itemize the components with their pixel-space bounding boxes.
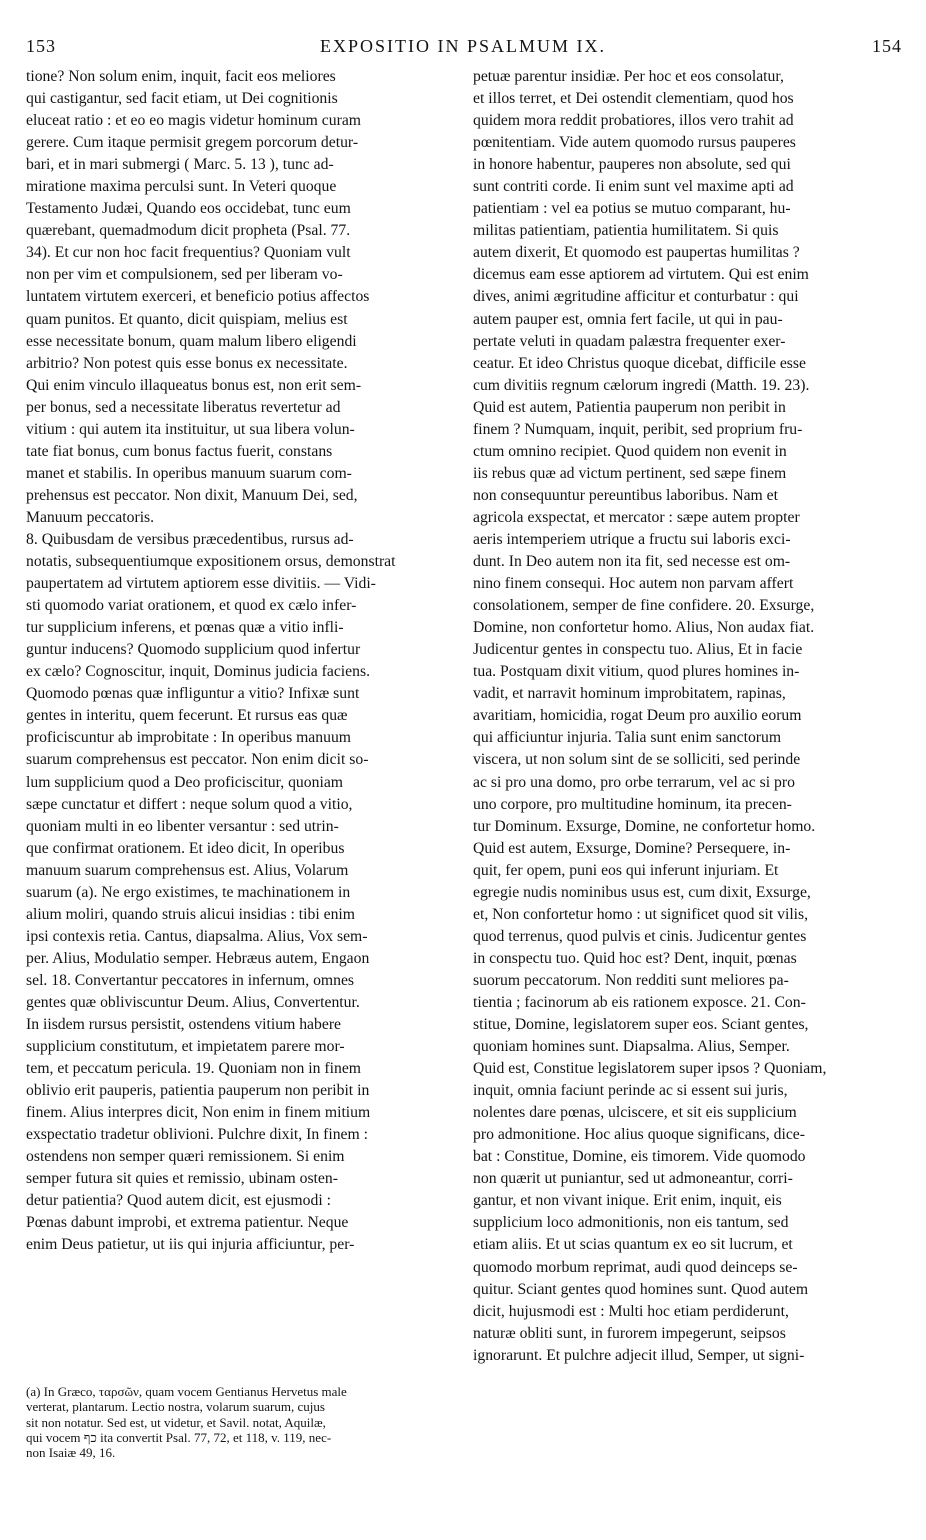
text-line: stitue, Domine, legislatorem super eos. Sciant gentes, <box>473 1016 809 1034</box>
page-number-right: 154 <box>872 36 902 56</box>
text-line: Domine, non confortetur homo. Alius, Non audax fiat. <box>473 619 815 637</box>
text-line: tione? Non solum enim, inquit, facit eos meliores <box>26 68 336 85</box>
text-line: autem pauper est, omnia fert facile, ut qui in pau- <box>473 310 783 328</box>
text-line: egregie nudis nominibus usus est, cum dixit, Exsurge, <box>473 883 811 901</box>
text-line: suarum (a). Ne ergo existimes, te machinationem in <box>26 883 351 901</box>
text-line: que confirmat orationem. Et ideo dicit, In operibus <box>26 839 345 857</box>
text-line: gentes in interitu, quem fecerunt. Et rursus eas quæ <box>26 707 348 725</box>
text-line: prehensus est peccator. Non dixit, Manuum Dei, sed, <box>26 486 358 504</box>
text-line: 8. Quibusdam de versibus præcedentibus, rursus ad- <box>26 530 354 548</box>
text-line: luntatem virtutem exerceri, et beneficio potius affectos <box>26 288 370 306</box>
text-line: supplicium loco admonitionis, non eis tantum, sed <box>473 1214 789 1232</box>
text-line: esse necessitate bonum, quam malum libero eligendi <box>26 332 357 350</box>
text-line: quitur. Sciant gentes quod homines sunt. Quod autem <box>473 1280 809 1298</box>
text-line: gantur, et non vivant inique. Erit enim, inquit, eis <box>473 1192 782 1210</box>
text-line: ac si pro una domo, pro orbe terrarum, vel ac si pro <box>473 773 795 791</box>
text-line: tur Dominum. Exsurge, Domine, ne confortetur homo. <box>473 817 816 835</box>
text-line: ostendens non semper quæri remissionem. Si enim <box>26 1148 345 1166</box>
page-header <box>0 36 926 62</box>
text-line: pertate veluti in quadam palæstra frequenter exer- <box>473 332 786 350</box>
text-line: sunt contriti corde. Ii enim sunt vel maxime apti ad <box>473 178 794 196</box>
text-line: tientia ; facinorum ab eis rationem exposce. 21. Con- <box>473 993 806 1011</box>
text-line: non consequuntur pereuntibus laboribus. Nam et <box>473 486 778 504</box>
text-line: bat : Constitue, Domine, eis timorem. Vide quomodo <box>473 1148 806 1166</box>
text-line: Quomodo pœnas quæ infliguntur a vitio? Infixæ sunt <box>26 685 360 703</box>
text-line: nino finem consequi. Hoc autem non parvam affert <box>473 575 794 593</box>
text-line: per. Alius, Modulatio semper. Hebræus autem, Engaon <box>26 949 370 967</box>
text-line: inquit, omnia faciunt perinde ac si essent sui juris, <box>473 1082 788 1100</box>
text-line: patientiam : vel ea potius se mutuo comparant, hu- <box>473 200 791 218</box>
text-line: aeris intemperiem utrique a fructu sui laboris exci- <box>473 530 791 548</box>
text-line: sæpe cunctatur et differt : neque solum quod a vitio, <box>26 795 353 813</box>
text-line: quit, fer opem, puni eos qui inferunt injuriam. Et <box>473 861 779 879</box>
text-line: semper futura sit quies et remissio, ubinam osten- <box>26 1170 338 1188</box>
text-line: Quid est autem, Patientia pauperum non peribit in <box>473 398 786 416</box>
text-line: vadit, et narravit hominum improbitatem, rapinas, <box>473 685 786 703</box>
text-line: avaritiam, homicidia, rogat Deum pro auxilio eorum <box>473 707 802 725</box>
text-line: non quærit ut puniantur, sed ut admoneantur, corri- <box>473 1170 793 1188</box>
text-line: quoniam multi in eo libenter versantur : sed utrin- <box>26 817 339 835</box>
text-line: ipsi contexis retia. Cantus, diapsalma. Alius, Vox sem- <box>26 927 368 945</box>
text-line: etiam aliis. Et ut scias quantum ex eo sit lucrum, et <box>473 1236 793 1254</box>
page-number-left: 153 <box>26 36 56 56</box>
text-line: per bonus, sed a necessitate liberatus revertetur ad <box>26 398 341 416</box>
text-line: detur patientia? Quod autem dicit, est ejusmodi : <box>26 1192 331 1210</box>
footnote <box>26 1384 436 1460</box>
footnote-line: (a) In Græco, ταρσῶν, quam vocem Gentianus Hervetus male <box>26 1384 347 1399</box>
text-line: enim Deus patietur, ut iis qui injuria afficiuntur, per- <box>26 1236 355 1254</box>
text-line: gentes quæ obliviscuntur Deum. Alius, Convertentur. <box>26 993 360 1011</box>
text-line: quoniam homines sunt. Diapsalma. Alius, Semper. <box>473 1038 790 1056</box>
text-line: manet et stabilis. In operibus manuum suarum com- <box>26 464 352 482</box>
text-line: manuum suarum comprehensus est. Alius, Volarum <box>26 861 349 879</box>
text-line: pœnitentiam. Vide autem quomodo rursus pauperes <box>473 134 796 152</box>
text-line: lum supplicium quod a Deo proficiscitur, quoniam <box>26 773 343 791</box>
text-line: qui afficiuntur injuria. Talia sunt enim sanctorum <box>473 729 782 747</box>
text-line: quærebant, quemadmodum dicit propheta (Psal. 77. <box>26 222 351 240</box>
text-line: suarum comprehensus est peccator. Non enim dicit so- <box>26 751 369 769</box>
text-line: notatis, subsequentiumque expositionem orsus, demonstrat <box>26 553 396 571</box>
text-line: tem, et peccatum pericula. 19. Quoniam non in finem <box>26 1060 361 1078</box>
text-line: consolationem, semper de fine confidere. 20. Exsurge, <box>473 597 815 615</box>
text-line: ceatur. Et ideo Christus quoque dicebat, difficile esse <box>473 354 806 372</box>
text-line: dicemus eam esse aptiorem ad virtutem. Qui est enim <box>473 266 809 284</box>
text-line: sel. 18. Convertantur peccatores in infernum, omnes <box>26 971 355 989</box>
text-line: militas patientiam, patientia humilitatem. Si quis <box>473 222 779 240</box>
text-line: exspectatio tradetur oblivioni. Pulchre dixit, In finem : <box>26 1126 368 1144</box>
text-line: eluceat ratio : et eo eo magis videtur hominum curam <box>26 112 361 130</box>
text-line: finem ? Numquam, inquit, peribit, sed proprium fru- <box>473 420 803 438</box>
footnote-line: verterat, plantarum. Lectio nostra, volarum suarum, cujus <box>26 1399 325 1415</box>
text-line: 34). Et cur non hoc facit frequentius? Quoniam vult <box>26 244 351 262</box>
text-line: bari, et in mari submergi ( Marc. 5. 13 ), tunc ad- <box>26 156 334 174</box>
text-line: tur supplicium inferens, et pœnas quæ a vitio infli- <box>26 619 344 637</box>
text-line: ignorarunt. Et pulchre adjecit illud, Semper, ut signi- <box>473 1346 805 1364</box>
text-line: nolentes dare pœnas, ulciscere, et sit eis supplicium <box>473 1104 797 1122</box>
text-line: non per vim et compulsionem, sed per liberam vo- <box>26 266 343 284</box>
text-line: in conspectu tuo. Quid hoc est? Dent, inquit, pœnas <box>473 949 797 967</box>
text-line: proficiscuntur ab improbitate : In operibus manuum <box>26 729 352 747</box>
text-line: quam punitos. Et quanto, dicit quispiam, melius est <box>26 310 348 328</box>
text-line: suorum peccatorum. Non redditi sunt meliores pa- <box>473 971 789 989</box>
text-line: quod terrenus, quod pulvis et cinis. Judicentur gentes <box>473 927 807 945</box>
text-line: sti quomodo variat orationem, et quod ex cælo infer- <box>26 597 357 615</box>
text-line: tua. Postquam dixit vitium, quod plures homines in- <box>473 663 800 681</box>
text-line: supplicium constitutum, et impietatem parere mor- <box>26 1038 345 1056</box>
footnote-line: qui vocem כף ita convertit Psal. 77, 72, et 118, v. 119, nec- <box>26 1429 332 1445</box>
text-line: qui castigantur, sed facit etiam, ut Dei cognitionis <box>26 90 338 108</box>
text-line: et illos terret, et Dei ostendit clementiam, quod hos <box>473 90 794 108</box>
text-line: Pœnas dabunt improbi, et extrema patientur. Neque <box>26 1214 349 1232</box>
text-line: viscera, ut non solum sint de se solliciti, sed perinde <box>473 751 801 769</box>
text-line: naturæ obliti sunt, in furorem impegerunt, seipsos <box>473 1324 786 1342</box>
text-line: quidem mora reddit probatiores, illos vero trahit ad <box>473 112 794 130</box>
text-line: quomodo morbum reprimat, audi quod deinceps se- <box>473 1258 798 1276</box>
text-line: petuæ parentur insidiæ. Per hoc et eos consolatur, <box>473 68 784 85</box>
text-line: et, Non confortetur homo : ut significet quod sit vilis, <box>473 905 809 923</box>
text-line: guntur inducens? Quomodo supplicium quod infertur <box>26 641 361 659</box>
text-line: Manuum peccatoris. <box>26 508 155 526</box>
text-line: arbitrio? Non potest quis esse bonus ex necessitate. <box>26 354 348 372</box>
text-line: agricola exspectat, et mercator : sæpe autem propter <box>473 508 800 526</box>
text-line: In iisdem rursus persistit, ostendens vitium habere <box>26 1016 342 1034</box>
text-line: miratione maxima perculsi sunt. In Veteri quoque <box>26 178 337 196</box>
text-line: iis rebus quæ ad victum pertinent, sed sæpe finem <box>473 464 787 482</box>
text-line: dunt. In Deo autem non ita fit, sed necesse est om- <box>473 553 791 571</box>
text-line: cum divitiis regnum cælorum ingredi (Matth. 19. 23). <box>473 376 810 394</box>
text-line: alium moliri, quando struis alicui insidias : tibi enim <box>26 905 355 923</box>
text-line: pro admonitione. Hoc alius quoque significans, dice- <box>473 1126 805 1144</box>
text-line: Testamento Judæi, Quando eos occidebat, tunc eum <box>26 200 351 218</box>
text-line: Quid est, Constitue legislatorem super ipsos ? Quoniam, <box>473 1060 827 1078</box>
text-line: vitium : qui autem ita instituitur, ut sua libera volun- <box>26 420 355 438</box>
footnote-line: sit non notatur. Sed est, ut videtur, et Savil. notat, Aquilæ, <box>26 1414 326 1430</box>
text-line: gerere. Cum itaque permisit gregem porcorum detur- <box>26 134 359 152</box>
text-line: finem. Alius interpres dicit, Non enim in finem mitium <box>26 1104 371 1122</box>
text-line: oblivio erit pauperis, patientia pauperum non peribit in <box>26 1082 370 1100</box>
text-line: Judicentur gentes in conspectu tuo. Alius, Et in facie <box>473 641 803 659</box>
text-line: dicit, hujusmodi est : Multi hoc etiam perdiderunt, <box>473 1302 789 1320</box>
text-line: ctum omnino recipiet. Quod quidem non evenit in <box>473 442 787 460</box>
text-line: in honore habentur, pauperes non absolute, sed qui <box>473 156 791 174</box>
text-line: Quid est autem, Exsurge, Domine? Persequere, in- <box>473 839 791 857</box>
text-line: paupertatem ad virtutem aptiorem esse divitiis. — Vidi- <box>26 575 376 593</box>
text-line: Qui enim vinculo illaqueatus bonus est, non erit sem- <box>26 376 362 394</box>
left-text-column <box>26 66 436 1376</box>
text-line: uno corpore, pro multitudine hominum, ita precen- <box>473 795 792 813</box>
text-line: ex cælo? Cognoscitur, inquit, Dominus judicia faciens. <box>26 663 370 681</box>
footnote-line: non Isaiæ 49, 16. <box>26 1445 116 1461</box>
running-title: EXPOSITIO IN PSALMUM IX. <box>319 36 606 56</box>
text-line: autem dixerit, Et quomodo est paupertas humilitas ? <box>473 244 800 262</box>
text-line: dives, animi ægritudine afficitur et conturbatur : qui <box>473 288 799 306</box>
right-text-column <box>473 66 895 1496</box>
text-line: tate fiat bonus, cum bonus factus fuerit, constans <box>26 442 333 460</box>
